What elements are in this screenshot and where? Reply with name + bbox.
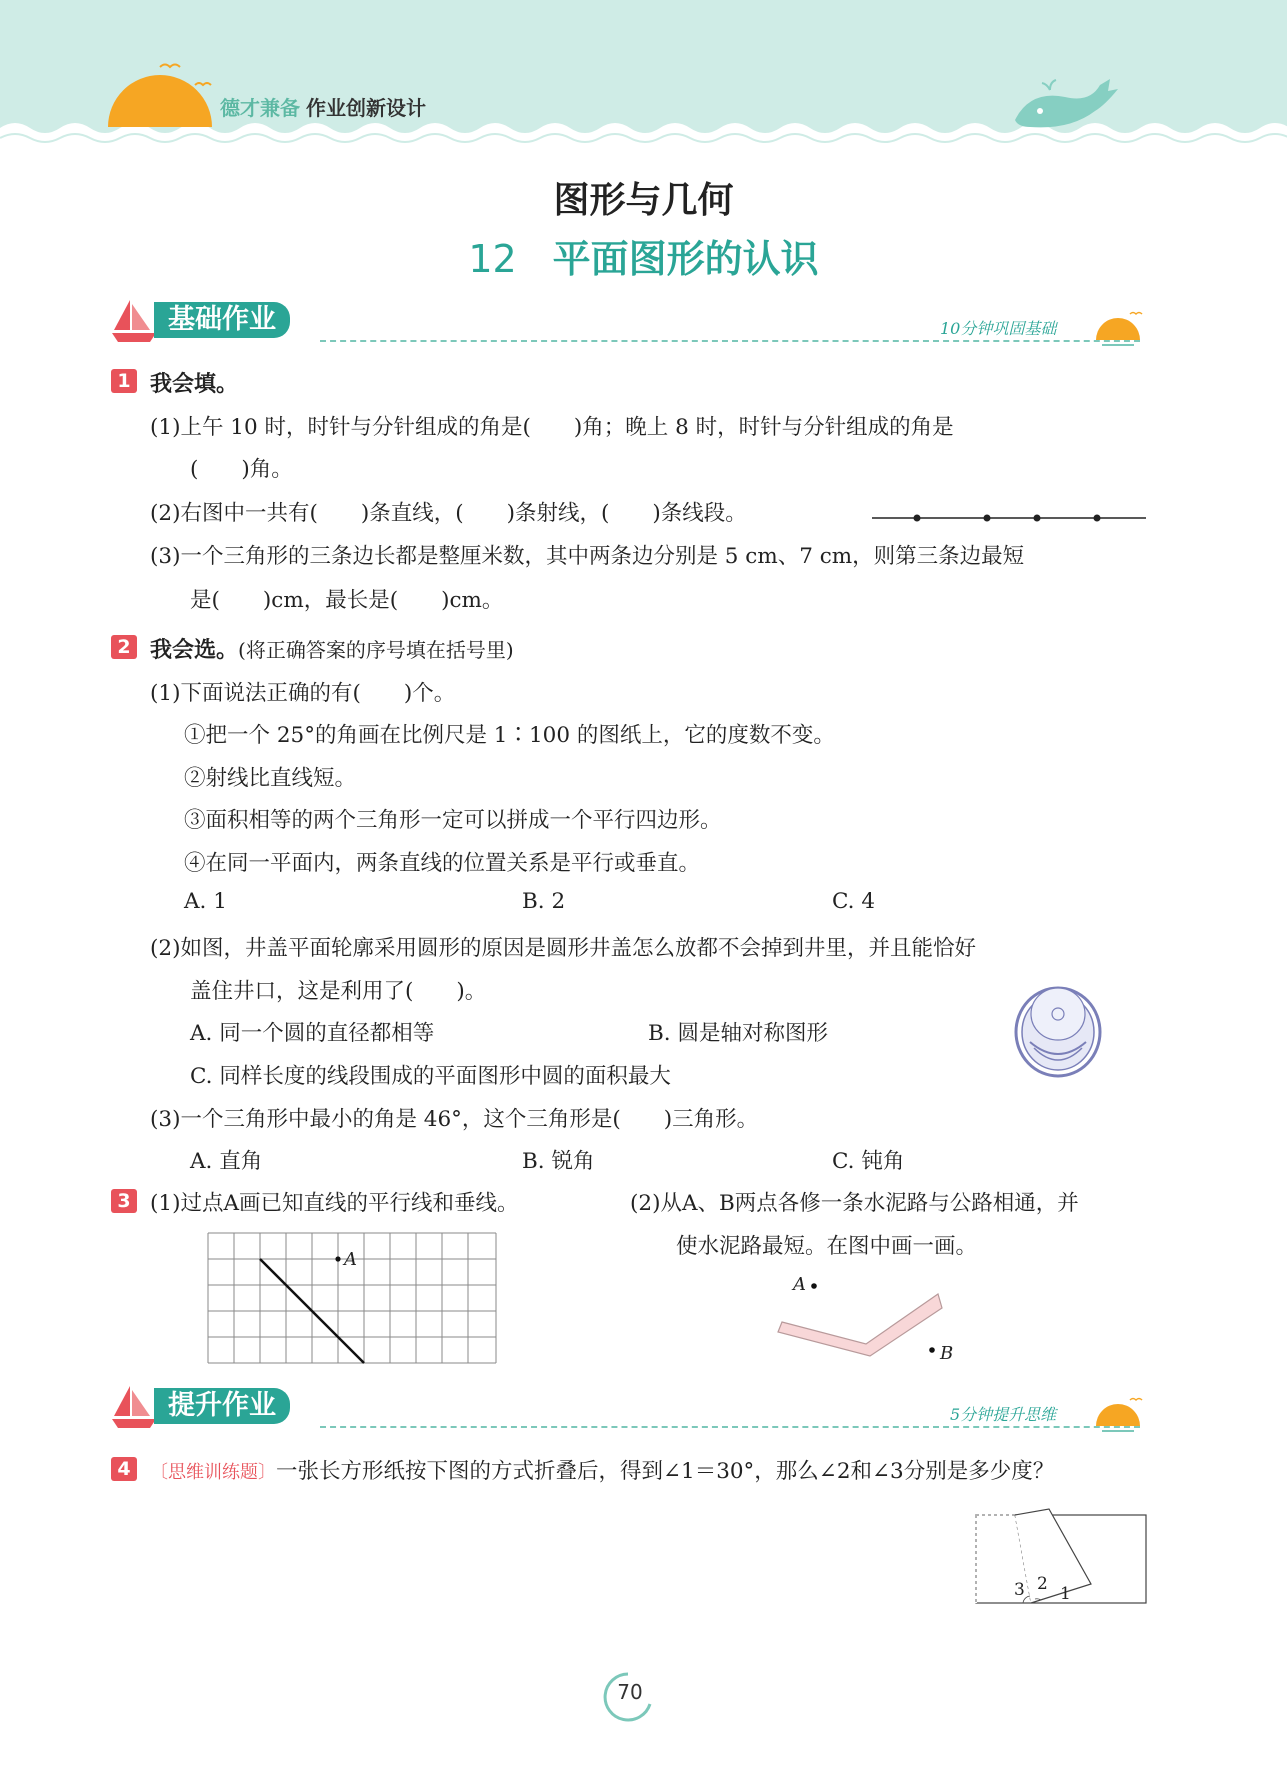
section-basic-note: 10分钟巩固基础	[940, 319, 1057, 338]
q1-part3-line2: 是( )cm，最长是( )cm。	[190, 588, 504, 613]
q4-text: 一张长方形纸按下图的方式折叠后，得到∠1＝30°，那么∠2和∠3分别是多少度？	[276, 1459, 1055, 1484]
q2-sub2-line2: 盖住井口，这是利用了( )。	[190, 979, 487, 1004]
q2-sub1-item-4: ④在同一平面内，两条直线的位置关系是平行或垂直。	[184, 851, 701, 876]
whale-icon	[1010, 75, 1120, 135]
q4-stem	[150, 1454, 1054, 1485]
question-4-number: 4	[111, 1457, 137, 1481]
page-number: 70	[617, 1680, 643, 1704]
q2-sub2-line1: (2)如图，井盖平面轮廓采用圆形的原因是圆形井盖怎么放都不会掉到井里，并且能恰好	[150, 936, 976, 961]
q2-sub1-item-1: ①把一个 25°的角画在比例尺是 1∶100 的图纸上，它的度数不变。	[184, 723, 835, 748]
q2-sub3-stem: (3)一个三角形中最小的角是 46°，这个三角形是( )三角形。	[150, 1107, 759, 1132]
question-2-heading	[150, 633, 514, 664]
lesson-number: 12	[468, 237, 517, 281]
brand-dark: 作业创新设计	[306, 96, 426, 120]
question-2-title: 我会选。	[150, 638, 239, 663]
sailboat-icon	[110, 296, 160, 344]
question-1-title: 我会填。	[150, 372, 239, 397]
section-advanced-label: 提升作业	[154, 1388, 290, 1424]
section-advanced-note: 5分钟提升思维	[950, 1405, 1057, 1424]
question-2-note: (将正确答案的序号填在括号里)	[238, 638, 514, 662]
lesson-name: 平面图形的认识	[552, 237, 819, 281]
q2-sub1-option-c: C. 4	[832, 889, 876, 914]
fold-angle-1-label: 1	[1060, 1584, 1071, 1604]
q2-sub3-option-a: A. 直角	[190, 1149, 263, 1174]
section-basic-label: 基础作业	[154, 302, 290, 338]
q1-part3-line1: (3)一个三角形的三条边长都是整厘米数，其中两条边分别是 5 cm、7 cm，则第三条边最短	[150, 544, 1025, 569]
q2-sub2-option-a: A. 同一个圆的直径都相等	[190, 1021, 435, 1046]
q2-sub1-stem: (1)下面说法正确的有( )个。	[150, 681, 456, 706]
q1-part1-line1: (1)上午 10 时，时针与分针组成的角是( )角；晚上 8 时，时针与分针组成的角是	[150, 415, 954, 440]
sun-icon	[100, 55, 220, 130]
q2-sub3-option-c: C. 钝角	[832, 1149, 905, 1174]
q4-tag: 〔思维训练题〕	[150, 1462, 276, 1483]
q1-part1-line2: ( )角。	[190, 457, 293, 482]
q2-sub2-option-b: B. 圆是轴对称图形	[648, 1021, 828, 1046]
q3-part1: (1)过点A画已知直线的平行线和垂线。	[150, 1191, 519, 1216]
section-basic-divider	[320, 340, 1140, 342]
brand-title	[220, 92, 426, 121]
q2-sub1-option-a: A. 1	[184, 889, 227, 914]
q3-part2-line1: (2)从A、B两点各修一条水泥路与公路相通，并	[630, 1191, 1079, 1216]
section-advanced-divider	[320, 1426, 1140, 1428]
unit-title: 图形与几何	[553, 180, 734, 221]
fold-angle-3-label: 3	[1014, 1580, 1025, 1600]
q3-part2-line2: 使水泥路最短。在图中画一画。	[676, 1234, 978, 1259]
q1-part2: (2)右图中一共有( )条直线，( )条射线，( )条线段。	[150, 501, 747, 526]
question-1-number: 1	[111, 369, 137, 393]
small-sun-icon	[1092, 306, 1148, 350]
q2-sub1-item-3: ③面积相等的两个三角形一定可以拼成一个平行四边形。	[184, 808, 722, 833]
brand-green: 德才兼备	[220, 96, 300, 120]
question-2-number: 2	[111, 635, 137, 659]
manhole-cover-image	[1012, 982, 1104, 1078]
question-3-number: 3	[111, 1189, 137, 1213]
road-point-a-label: A	[793, 1274, 806, 1295]
small-sun-icon	[1092, 1392, 1148, 1436]
q2-sub1-option-b: B. 2	[522, 889, 566, 914]
road-point-b-label: B	[940, 1343, 954, 1364]
q2-sub1-item-2: ②射线比直线短。	[184, 766, 357, 791]
q2-sub3-option-b: B. 锐角	[522, 1149, 595, 1174]
line-figure	[872, 508, 1146, 528]
sailboat-icon	[110, 1382, 160, 1430]
fold-angle-2-label: 2	[1037, 1574, 1048, 1594]
lesson-title	[0, 228, 1287, 283]
grid-point-a-label: A	[344, 1249, 357, 1270]
q2-sub2-option-c: C. 同样长度的线段围成的平面图形中圆的面积最大	[190, 1064, 671, 1089]
